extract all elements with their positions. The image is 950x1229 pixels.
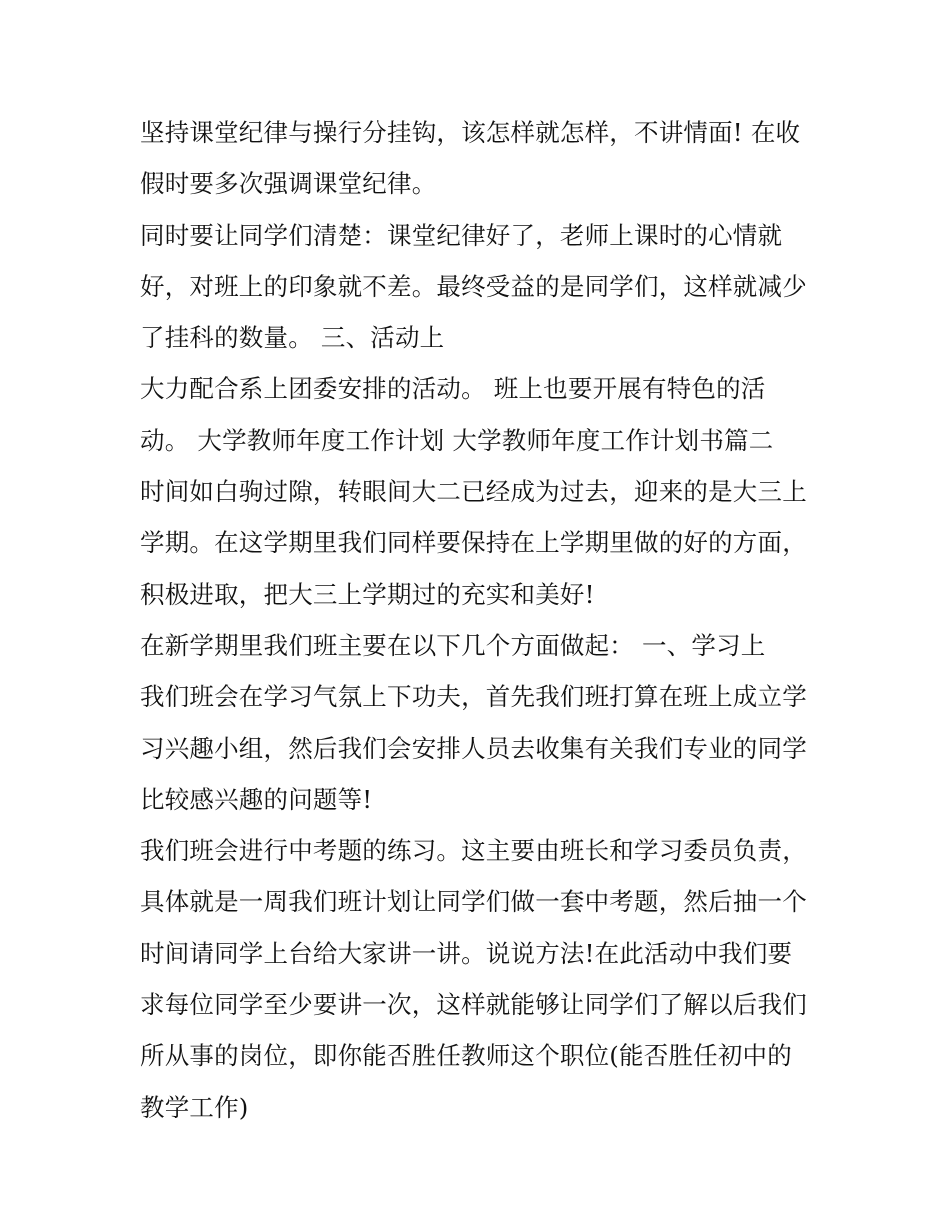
- text-line: 时间请同学上台给大家讲一讲。说说方法!在此活动中我们要: [140, 938, 793, 968]
- text-line: 比较感兴趣的问题等!: [140, 784, 373, 814]
- text-line: 好，对班上的印象就不差。最终受益的是同学们，这样就减少: [140, 271, 807, 301]
- text-line: 教学工作): [140, 1092, 249, 1122]
- text-line: 求每位同学至少要讲一次，这样就能够让同学们了解以后我们: [140, 990, 807, 1020]
- text-line: 具体就是一周我们班计划让同学们做一套中考题，然后抽一个: [140, 887, 807, 917]
- text-line: 所从事的岗位，即你能否胜任教师这个职位(能否胜任初中的: [140, 1041, 792, 1071]
- text-line: 在新学期里我们班主要在以下几个方面做起： 一、学习上: [140, 630, 766, 660]
- text-line: 同时要让同学们清楚：课堂纪律好了，老师上课时的心情就: [140, 220, 783, 250]
- text-line: 学期。在这学期里我们同样要保持在上学期里做的好的方面，: [140, 528, 807, 558]
- text-line: 大力配合系上团委安排的活动。 班上也要开展有特色的活: [140, 374, 766, 404]
- text-line: 时间如白驹过隙，转眼间大二已经成为过去，迎来的是大三上: [140, 477, 807, 507]
- text-line: 我们班会进行中考题的练习。这主要由班长和学习委员负责，: [140, 836, 807, 866]
- text-line: 习兴趣小组，然后我们会安排人员去收集有关我们专业的同学: [140, 733, 807, 763]
- text-line: 动。 大学教师年度工作计划 大学教师年度工作计划书篇二: [140, 425, 774, 455]
- text-line: 了挂科的数量。 三、活动上: [140, 323, 445, 353]
- body-text: [140, 107, 830, 1133]
- text-line: 假时要多次强调课堂纪律。: [140, 169, 437, 199]
- text-line: 我们班会在学习气氛上下功夫，首先我们班打算在班上成立学: [140, 682, 807, 712]
- text-line: 积极进取，把大三上学期过的充实和美好!: [140, 579, 595, 609]
- text-line: 坚持课堂纪律与操行分挂钩，该怎样就怎样，不讲情面! 在收: [140, 118, 801, 147]
